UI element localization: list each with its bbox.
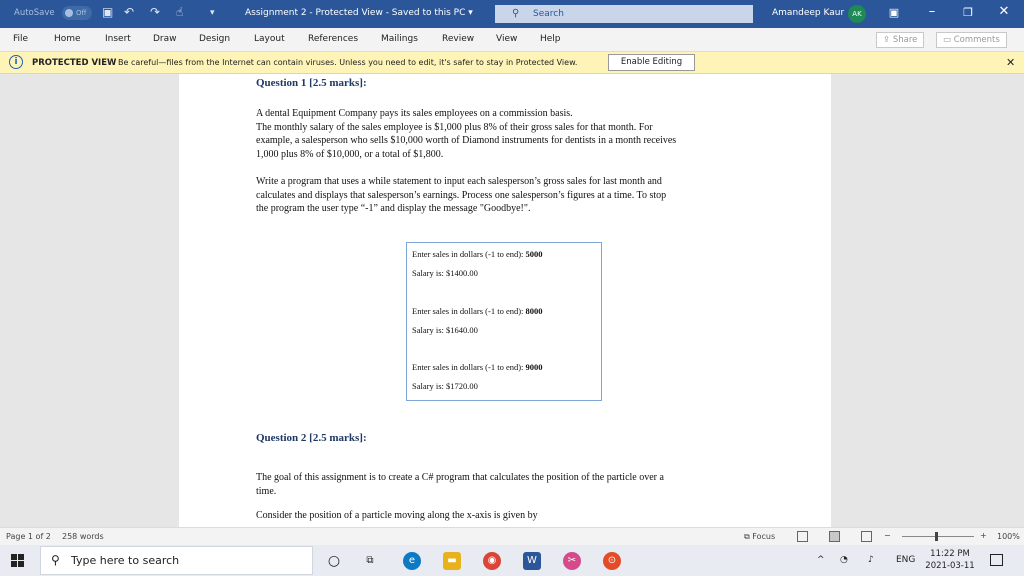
windows-start-icon[interactable] — [11, 554, 24, 567]
q1-p1-line: example, a salesperson who sells $10,000 worth of Diamond instruments for dentists in a month receives — [256, 135, 677, 146]
web-layout-icon[interactable] — [861, 531, 872, 542]
taskbar — [0, 545, 1024, 576]
document-title[interactable]: Assignment 2 - Protected View - Saved to this PC ▾ — [245, 8, 473, 18]
print-layout-icon[interactable] — [829, 531, 840, 542]
focus-button[interactable] — [744, 532, 775, 542]
tab-mailings[interactable]: Mailings — [381, 34, 418, 44]
clock-date: 2021-03-11 — [925, 561, 975, 571]
sample-input-line — [412, 249, 543, 259]
ribbon-tabs — [0, 28, 1024, 52]
volume-icon[interactable]: ♪ — [868, 555, 874, 565]
question-2-paragraph-2 — [256, 509, 756, 523]
enable-editing-button[interactable]: Enable Editing — [608, 54, 695, 71]
tab-home[interactable]: Home — [54, 34, 81, 44]
document-page[interactable] — [179, 74, 831, 527]
read-mode-icon[interactable] — [797, 531, 808, 542]
save-icon[interactable]: ▣ — [102, 5, 114, 19]
zoom-in-icon[interactable]: + — [980, 531, 987, 540]
notification-center-icon[interactable] — [990, 554, 1003, 566]
focus-label: Focus — [752, 532, 776, 541]
undo-icon[interactable]: ↶ — [124, 5, 135, 19]
autosave-toggle[interactable]: Off — [62, 6, 92, 20]
protected-view-title: PROTECTED VIEW — [32, 58, 117, 68]
question-1-paragraph-2 — [256, 175, 756, 216]
close-icon[interactable]: ✕ — [998, 4, 1010, 19]
sample-prompt: Enter sales in dollars (-1 to end): — [412, 362, 526, 372]
zoom-level[interactable]: 100% — [997, 532, 1020, 541]
document-area[interactable] — [0, 74, 1024, 527]
show-hidden-icons-icon[interactable]: ^ — [817, 555, 825, 565]
search-icon: ⚲ — [51, 553, 60, 567]
sample-input-value: 9000 — [525, 362, 543, 372]
question-1-heading: Question 1 [2.5 marks]: — [256, 77, 367, 89]
page-indicator[interactable]: Page 1 of 2 — [6, 532, 51, 541]
word-count[interactable]: 258 words — [62, 532, 104, 541]
tab-layout[interactable]: Layout — [254, 34, 285, 44]
sample-output-line: Salary is: $1640.00 — [412, 325, 478, 335]
q1-p2-line: calculates and displays that salesperson’s earnings. Process one salesperson’s figures at a time. To stop — [256, 189, 667, 201]
edge-icon[interactable]: e — [403, 552, 421, 570]
task-view-icon[interactable]: ⧉ — [366, 555, 374, 566]
zoom-slider-thumb[interactable] — [935, 532, 938, 541]
sample-input-value: 5000 — [525, 249, 543, 259]
clock-time: 11:22 PM — [930, 549, 970, 559]
tab-draw[interactable]: Draw — [153, 34, 177, 44]
network-icon[interactable]: ◔ — [840, 555, 848, 565]
user-name[interactable]: Amandeep Kaur — [772, 8, 845, 18]
search-placeholder: Search — [533, 9, 564, 19]
system-clock[interactable] — [922, 548, 978, 572]
language-indicator[interactable]: ENG — [896, 555, 916, 565]
tab-file[interactable]: File — [13, 34, 29, 44]
info-icon: i — [9, 55, 23, 69]
sample-input-line — [412, 306, 543, 316]
comments-button[interactable] — [936, 32, 1007, 48]
redo-icon[interactable]: ↷ — [150, 5, 161, 19]
q1-p1-line: A dental Equipment Company pays its sales employees on a commission basis. — [256, 108, 573, 119]
tab-design[interactable]: Design — [199, 34, 231, 44]
share-label: Share — [892, 35, 918, 45]
sample-prompt: Enter sales in dollars (-1 to end): — [412, 306, 526, 316]
q1-p1-line: 1,000 plus 8% of $10,000, or a total of $1,800. — [256, 148, 444, 160]
comments-label: Comments — [953, 35, 1000, 45]
app-icon[interactable]: ⊙ — [603, 552, 621, 570]
comment-icon: ▭ — [943, 35, 954, 45]
zoom-out-icon[interactable]: − — [884, 531, 891, 540]
file-explorer-icon[interactable]: ▬ — [443, 552, 461, 570]
protected-view-bar — [0, 52, 1024, 74]
tab-view[interactable]: View — [496, 34, 518, 44]
tab-references[interactable]: References — [308, 34, 359, 44]
cortana-icon[interactable]: ○ — [327, 553, 341, 569]
sample-output-box — [406, 242, 602, 401]
protected-view-message: Be careful—files from the Internet can contain viruses. Unless you need to edit, it's safer to stay in Protected View. — [118, 58, 578, 67]
q2-p1-line: The goal of this assignment is to create a C# program that calculates the position of the particle over a — [256, 472, 664, 483]
question-2-paragraph-1 — [256, 471, 756, 498]
taskbar-search-input[interactable] — [40, 546, 313, 575]
restore-icon[interactable]: ❐ — [963, 6, 973, 19]
tab-review[interactable]: Review — [442, 34, 475, 44]
autosave-label: AutoSave — [14, 8, 55, 18]
sample-prompt: Enter sales in dollars (-1 to end): — [412, 249, 526, 259]
status-bar — [0, 527, 1024, 545]
customize-toolbar-icon[interactable]: ▾ — [210, 8, 215, 18]
tab-help[interactable]: Help — [540, 34, 561, 44]
chrome-icon[interactable]: ◉ — [483, 552, 501, 570]
share-button[interactable] — [876, 32, 924, 48]
sample-input-value: 8000 — [525, 306, 543, 316]
question-2-heading: Question 2 [2.5 marks]: — [256, 432, 367, 444]
touch-mode-icon[interactable]: ☝ — [176, 5, 184, 19]
sample-input-line — [412, 362, 543, 372]
share-icon: ⇪ — [883, 35, 893, 45]
focus-icon: ⧉ — [744, 532, 753, 541]
q2-p2-line: Consider the position of a particle moving along the x-axis is given by — [256, 510, 538, 521]
question-1-paragraph-1 — [256, 107, 756, 161]
close-bar-icon[interactable]: ✕ — [1006, 56, 1016, 69]
q1-p2-line: Write a program that uses a while statement to input each salesperson’s gross sales for last month and — [256, 176, 662, 187]
snip-tool-icon[interactable]: ✂ — [563, 552, 581, 570]
avatar[interactable]: AK — [848, 5, 866, 23]
title-bar — [0, 0, 1024, 28]
minimize-icon[interactable]: – — [928, 4, 936, 19]
word-icon[interactable]: W — [523, 552, 541, 570]
search-icon: ⚲ — [512, 8, 520, 19]
tab-insert[interactable]: Insert — [105, 34, 131, 44]
sample-output-line: Salary is: $1400.00 — [412, 268, 478, 278]
ribbon-display-icon[interactable]: ▣ — [888, 6, 900, 19]
q2-p1-line: time. — [256, 485, 277, 497]
zoom-slider[interactable] — [902, 536, 974, 537]
q1-p1-line: The monthly salary of the sales employee is $1,000 plus 8% of their gross sales for that month. For — [256, 121, 653, 133]
q1-p2-line: the program the user type “-1” and display the message "Goodbye!". — [256, 203, 531, 214]
search-box[interactable] — [495, 5, 753, 23]
taskbar-search-placeholder: Type here to search — [71, 554, 180, 567]
sample-output-line: Salary is: $1720.00 — [412, 381, 478, 391]
